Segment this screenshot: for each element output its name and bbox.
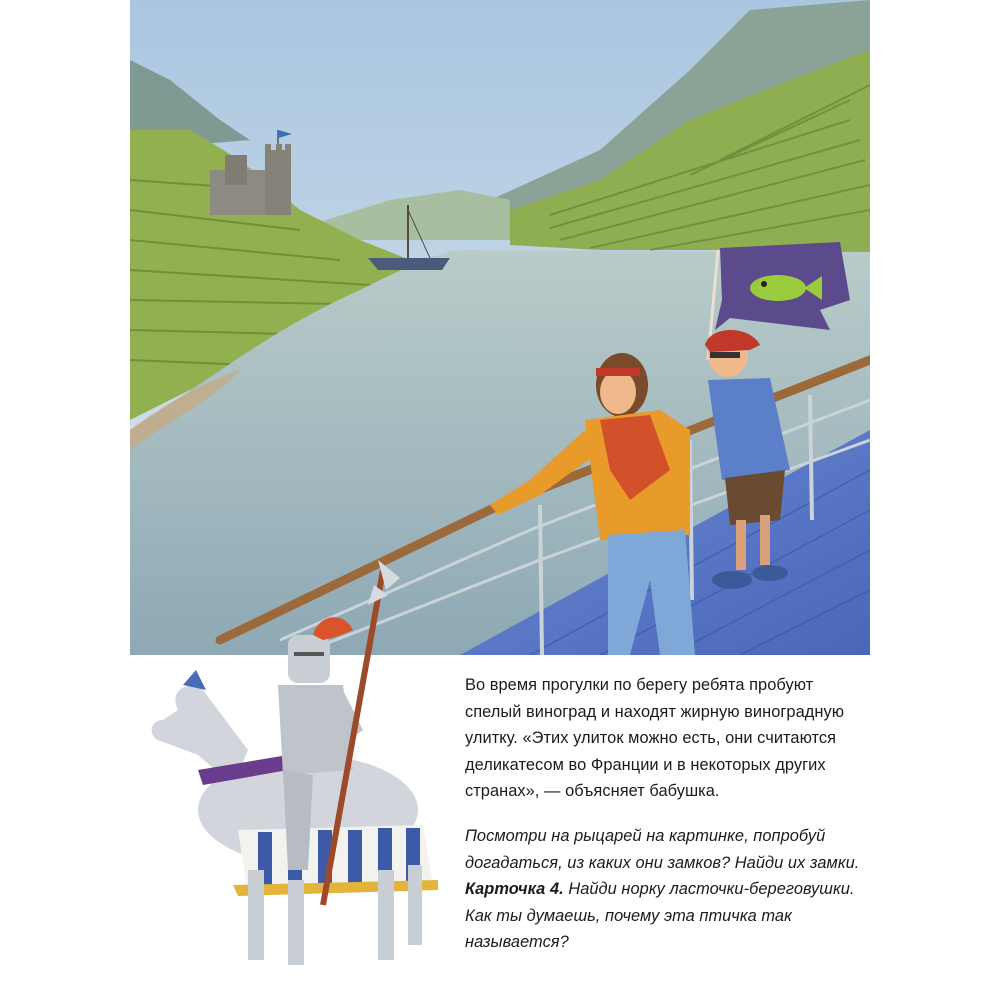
task-paragraph <box>465 823 885 956</box>
task-line: называется? <box>465 933 569 952</box>
task-line: догадаться, из каких они замков? Найди их замки. <box>465 853 860 872</box>
story-text-block <box>465 672 885 956</box>
story-line: улитку. «Этих улиток можно есть, они считаются <box>465 729 837 748</box>
knight-on-horse-illustration <box>138 540 443 980</box>
task-line: Как ты думаешь, почему эта птичка так <box>465 906 792 925</box>
task-line: Посмотри на рыцарей на картинке, попробуй <box>465 826 826 845</box>
story-line: спелый виноград и находят жирную виноградную <box>465 702 845 721</box>
story-line: Во время прогулки по берегу ребята пробуют <box>465 676 814 694</box>
knight-drawing <box>138 540 443 980</box>
story-paragraph <box>465 672 885 805</box>
card-text: Найди норку ласточки-береговушки. <box>563 880 855 899</box>
story-line: странах», — объясняет бабушка. <box>465 782 720 801</box>
card-label: Карточка 4. <box>465 880 564 899</box>
card-task-line <box>465 876 885 903</box>
story-line: деликатесом во Франции и в некоторых других <box>465 755 826 774</box>
